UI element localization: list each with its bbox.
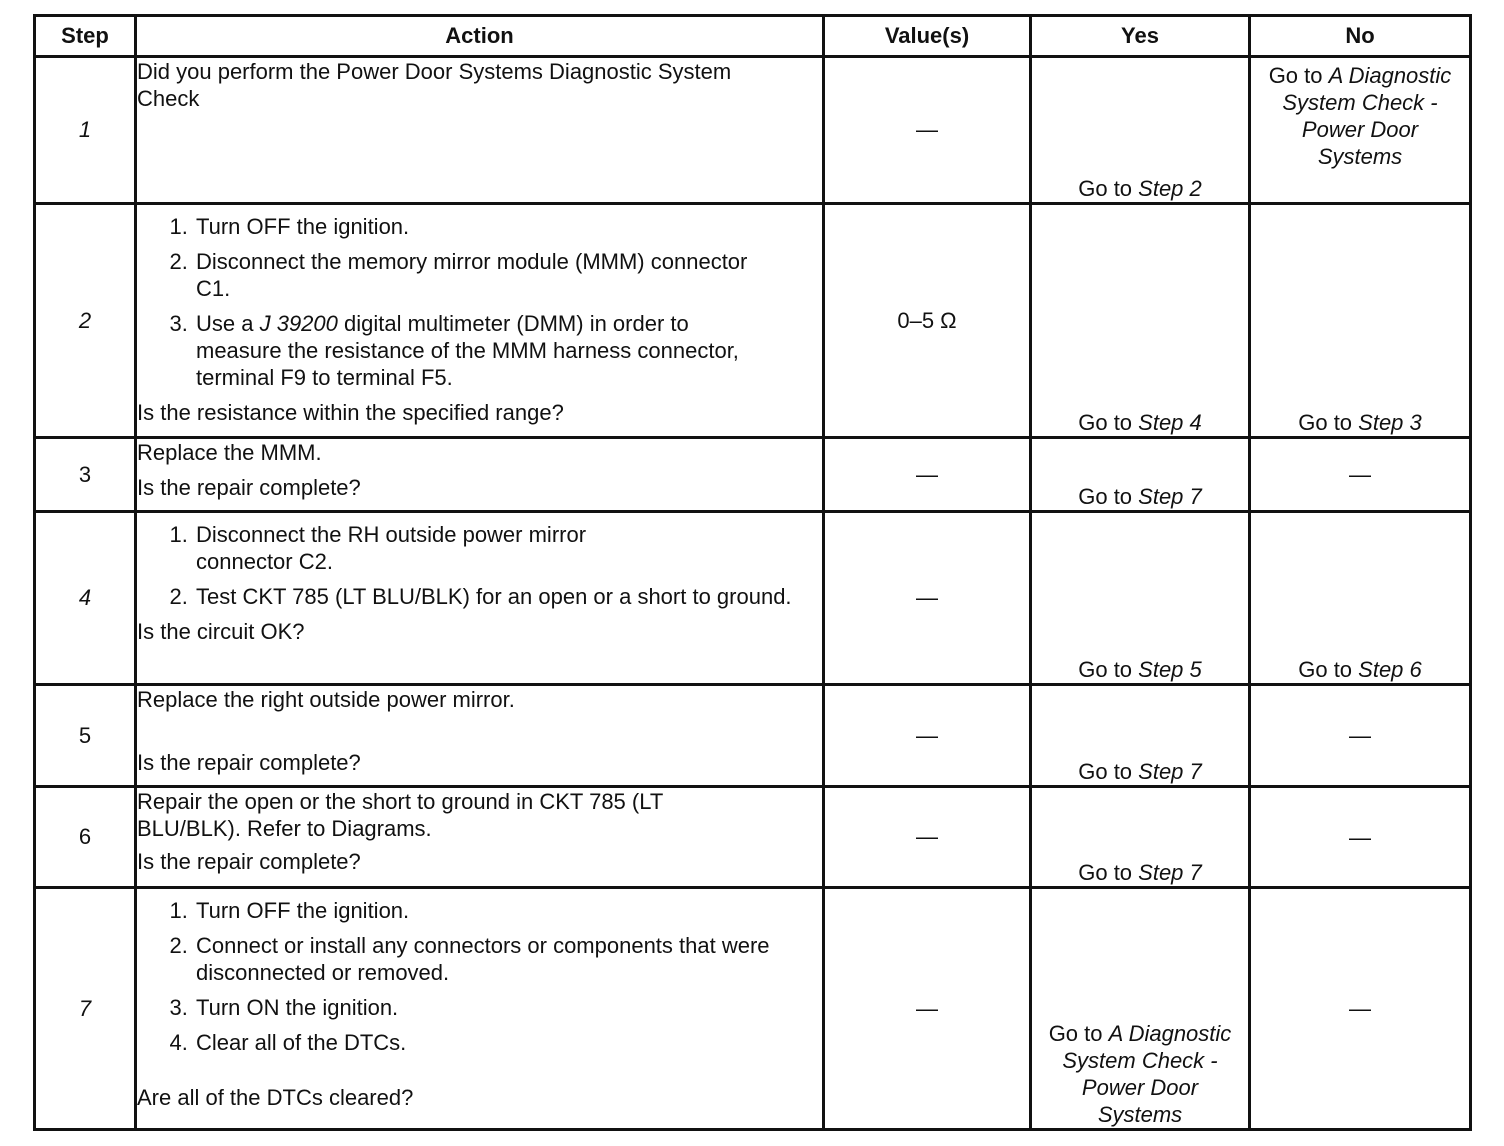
- yes-prefix: Go to: [1078, 759, 1139, 784]
- yes-prefix: Go to: [1078, 657, 1139, 682]
- no-target: Step 6: [1358, 657, 1422, 682]
- yes-link[interactable]: [1078, 759, 1202, 784]
- step-number: 7: [35, 888, 136, 1130]
- no-link[interactable]: [1251, 62, 1469, 170]
- no-cell: —: [1250, 888, 1471, 1130]
- yes-prefix: Go to: [1078, 410, 1139, 435]
- header-no: No: [1250, 16, 1471, 57]
- action-steps: [137, 897, 822, 1056]
- action-step: 2. Disconnect the memory mirror module (MMM) connector C1.: [194, 248, 756, 302]
- action-question: Is the repair complete?: [137, 849, 361, 874]
- action-steps: [137, 521, 822, 610]
- step-number: 5: [35, 685, 136, 787]
- yes-cell: [1031, 512, 1250, 685]
- no-cell: —: [1250, 787, 1471, 888]
- value-cell: —: [824, 787, 1031, 888]
- yes-link[interactable]: [1078, 410, 1202, 435]
- yes-cell: [1031, 888, 1250, 1130]
- step-number: 3: [35, 438, 136, 512]
- action-step: 1. Disconnect the RH outside power mirror connector C2.: [194, 521, 676, 575]
- action-step: 2. Connect or install any connectors or components that were disconnected or removed.: [194, 932, 822, 986]
- no-cell: [1250, 57, 1471, 204]
- action-question: Is the circuit OK?: [137, 619, 305, 644]
- action-cell: [136, 438, 824, 512]
- yes-prefix: Go to: [1048, 1021, 1109, 1046]
- yes-cell: [1031, 787, 1250, 888]
- no-link[interactable]: [1298, 657, 1422, 682]
- header-action: Action: [136, 16, 824, 57]
- action-text: Replace the MMM.: [137, 440, 322, 465]
- yes-prefix: Go to: [1078, 176, 1139, 201]
- action-step: 3. Turn ON the ignition.: [194, 994, 822, 1021]
- action-cell: [136, 888, 824, 1130]
- value-cell: —: [824, 685, 1031, 787]
- action-step: 1. Turn OFF the ignition.: [194, 897, 822, 924]
- no-prefix: Go to: [1268, 63, 1329, 88]
- yes-cell: [1031, 685, 1250, 787]
- table-row: [35, 204, 1471, 438]
- yes-target: Step 7: [1138, 484, 1202, 509]
- no-target: Step 3: [1358, 410, 1422, 435]
- action-step: [194, 310, 756, 391]
- header-yes: Yes: [1031, 16, 1250, 57]
- yes-link[interactable]: [1078, 176, 1202, 201]
- table-row: [35, 787, 1471, 888]
- yes-target: Step 5: [1138, 657, 1202, 682]
- value-cell: 0–5 Ω: [824, 204, 1031, 438]
- no-target: A Diagnostic System Check - Power Door Systems: [1282, 63, 1452, 169]
- header-value: Value(s): [824, 16, 1031, 57]
- action-cell: [136, 787, 824, 888]
- yes-target: Step 4: [1138, 410, 1202, 435]
- action-text: Repair the open or the short to ground in CKT 785 (LT BLU/BLK). Refer to Diagrams.: [137, 789, 663, 841]
- step-text: digital multimeter (DMM) in order to measure the resistance of the MMM harness connector, terminal F9 to terminal F5.: [196, 311, 739, 390]
- yes-prefix: Go to: [1078, 860, 1139, 885]
- table-row: [35, 685, 1471, 787]
- yes-link[interactable]: [1078, 484, 1202, 509]
- table-row: [35, 57, 1471, 204]
- value-cell: —: [824, 57, 1031, 204]
- yes-target: Step 7: [1138, 759, 1202, 784]
- no-link[interactable]: [1298, 410, 1422, 435]
- step-number: 2: [35, 204, 136, 438]
- yes-cell: [1031, 57, 1250, 204]
- yes-target: A Diagnostic System Check - Power Door Systems: [1062, 1021, 1232, 1127]
- action-question: Is the repair complete?: [137, 750, 361, 775]
- no-cell: [1250, 512, 1471, 685]
- no-cell: [1250, 204, 1471, 438]
- action-text: Did you perform the Power Door Systems Diagnostic System Check: [137, 59, 732, 111]
- action-steps: [137, 213, 822, 391]
- action-question: Is the repair complete?: [137, 475, 361, 500]
- table-row: [35, 438, 1471, 512]
- action-step: 4. Clear all of the DTCs.: [194, 1029, 822, 1056]
- yes-cell: [1031, 438, 1250, 512]
- header-row: [35, 16, 1471, 57]
- action-text: Replace the right outside power mirror.: [137, 687, 515, 712]
- tool-name: J 39200: [259, 311, 338, 336]
- no-prefix: Go to: [1298, 657, 1359, 682]
- value-cell: —: [824, 438, 1031, 512]
- yes-link[interactable]: [1078, 860, 1202, 885]
- action-step: 2. Test CKT 785 (LT BLU/BLK) for an open or a short to ground.: [194, 583, 806, 610]
- value-cell: —: [824, 888, 1031, 1130]
- action-question: Are all of the DTCs cleared?: [137, 1085, 414, 1110]
- action-cell: [136, 204, 824, 438]
- yes-prefix: Go to: [1078, 484, 1139, 509]
- no-cell: —: [1250, 438, 1471, 512]
- yes-link[interactable]: [1032, 1020, 1248, 1128]
- yes-target: Step 7: [1138, 860, 1202, 885]
- value-cell: —: [824, 512, 1031, 685]
- yes-link[interactable]: [1078, 657, 1202, 682]
- step-number: 1: [35, 57, 136, 204]
- step-number: 4: [35, 512, 136, 685]
- no-cell: —: [1250, 685, 1471, 787]
- no-prefix: Go to: [1298, 410, 1359, 435]
- step-text: Use a: [196, 311, 260, 336]
- action-cell: [136, 685, 824, 787]
- yes-target: Step 2: [1138, 176, 1202, 201]
- diagnostic-table: [33, 14, 1472, 1131]
- table-row: [35, 888, 1471, 1130]
- action-cell: [136, 512, 824, 685]
- table-row: [35, 512, 1471, 685]
- step-number: 6: [35, 787, 136, 888]
- action-cell: [136, 57, 824, 204]
- action-question: Is the resistance within the specified range?: [137, 400, 564, 425]
- action-step: 1. Turn OFF the ignition.: [194, 213, 822, 240]
- yes-cell: [1031, 204, 1250, 438]
- header-step: Step: [35, 16, 136, 57]
